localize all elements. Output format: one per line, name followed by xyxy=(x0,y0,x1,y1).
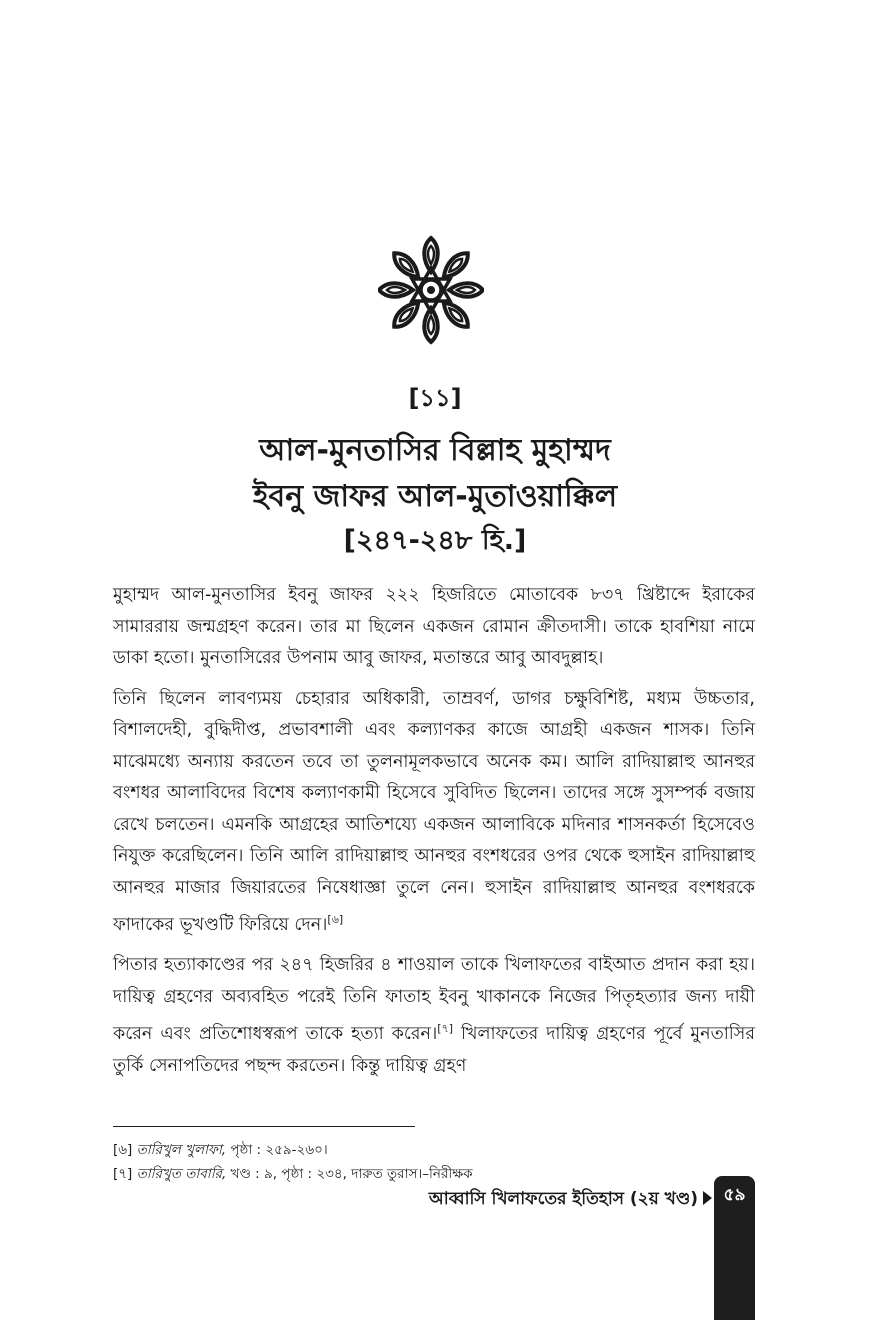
paragraph-1 xyxy=(113,580,755,675)
footnote-source: তারিখুত তাবারি, xyxy=(136,1166,227,1182)
footnotes xyxy=(113,1138,733,1186)
chapter-body xyxy=(113,580,755,1091)
footnote-6 xyxy=(113,1138,733,1162)
paragraph-1-text: মুহাম্মদ আল-মুনতাসির ইবনু জাফর ২২২ হিজরিতে মোতাবেক ৮৩৭ খ্রিষ্টাব্দে ইরাকের সামাররায় জন্মগ্রহণ করেন। তার মা ছিলেন একজন রোমান ক্রীতদাসী। তাকে হাবশিয়া নামে ডাকা হতো। মুনতাসিরের উপনাম আবু জাফর, মতান্তরে আবু আবদুল্লাহ। xyxy=(113,585,755,668)
footnote-source: তারিখুল খুলাফা, xyxy=(136,1142,227,1158)
chapter-number: [১১] xyxy=(408,384,462,412)
footnote-detail: খণ্ড : ৯, পৃষ্ঠা : ২৩৪, দারুত তুরাস।–নিরীক্ষক xyxy=(226,1166,473,1182)
paragraph-2-text: তিনি ছিলেন লাবণ্যময় চেহারার অধিকারী, তাম্রবর্ণ, ডাগর চক্ষুবিশিষ্ট, মধ্যম উচ্চতার, বিশালদেহী, বুদ্ধিদীপ্ত, প্রভাবশালী এবং কল্যাণকর কাজে আগ্রহী একজন শাসক। তিনি মাঝেমধ্যে অন্যায় করতেন তবে তা তুলনামূলকভাবে অনেক কম। আলি রাদিয়াল্লাহু আনহুর বংশধর আলাবিদের বিশেষ কল্যাণকামী হিসেবে সুবিদিত ছিলেন। তাদের সঙ্গে সুসম্পর্ক বজায় রেখে চলতেন। এমনকি আগ্রহের আতিশয্যে একজন আলাবিকে মদিনার শাসনকর্তা হিসেবেও নিযুক্ত করেছিলেন। তিনি আলি রাদিয়াল্লাহু আনহুর বংশধরের ওপর থেকে হুসাইন রাদিয়াল্লাহু আনহুর মাজার জিয়ারতের নিষেধাজ্ঞা তুলে নেন। হুসাইন রাদিয়াল্লাহু আনহুর বংশধরকে ফাদাকের ভূখণ্ডটি ফিরিয়ে দেন। xyxy=(113,688,755,935)
running-head-book-title: আব্বাসি খিলাফতের ইতিহাস (২য় খণ্ড) xyxy=(428,1189,698,1209)
footnote-divider xyxy=(113,1126,415,1127)
chapter-title-line-1: আল-মুনতাসির বিল্লাহ মুহাম্মদ xyxy=(259,433,611,468)
reign-years: [২৪৭-২৪৮ হি.] xyxy=(343,525,527,556)
paragraph-2 xyxy=(113,684,755,942)
footnote-detail: পৃষ্ঠা : ২৫৯-২৬০। xyxy=(226,1142,328,1158)
footnote-marker: [৬] xyxy=(113,1142,133,1158)
footnote-marker: [৭] xyxy=(113,1166,133,1182)
footnote-7 xyxy=(113,1162,733,1186)
paragraph-3-text-b: খিলাফতের দায়িত্ব গ্রহণের পূর্বে মুনতাসির তুর্কি সেনাপতিদের পছন্দ করতেন। কিন্তু দায়িত্ব গ্রহণ xyxy=(113,1024,755,1076)
footnote-ref-6[interactable]: [৬] xyxy=(327,913,344,926)
footnote-ref-7[interactable]: [৭] xyxy=(437,1022,453,1036)
page-number: ৫৯ xyxy=(723,1185,746,1205)
arrow-right-icon xyxy=(703,1191,712,1205)
chapter-title-line-2: ইবনু জাফর আল-মুতাওয়াক্কিল xyxy=(252,479,618,514)
paragraph-3-text-a: পিতার হত্যাকাণ্ডের পর ২৪৭ হিজরির ৪ শাওয়াল তাকে খিলাফতের বাইআত প্রদান করা হয়। দায়িত্ব গ্রহণের অব্যবহিত পরেই তিনি ফাতাহ ইবনু খাকানকে নিজের পিতৃহত্যার জন্য দায়ী করেন এবং প্রতিশোধস্বরূপ তাকে হত্যা করেন। xyxy=(113,955,755,1045)
floral-ornament-icon xyxy=(378,234,484,346)
chapter-title xyxy=(0,428,870,520)
paragraph-3 xyxy=(113,950,755,1082)
